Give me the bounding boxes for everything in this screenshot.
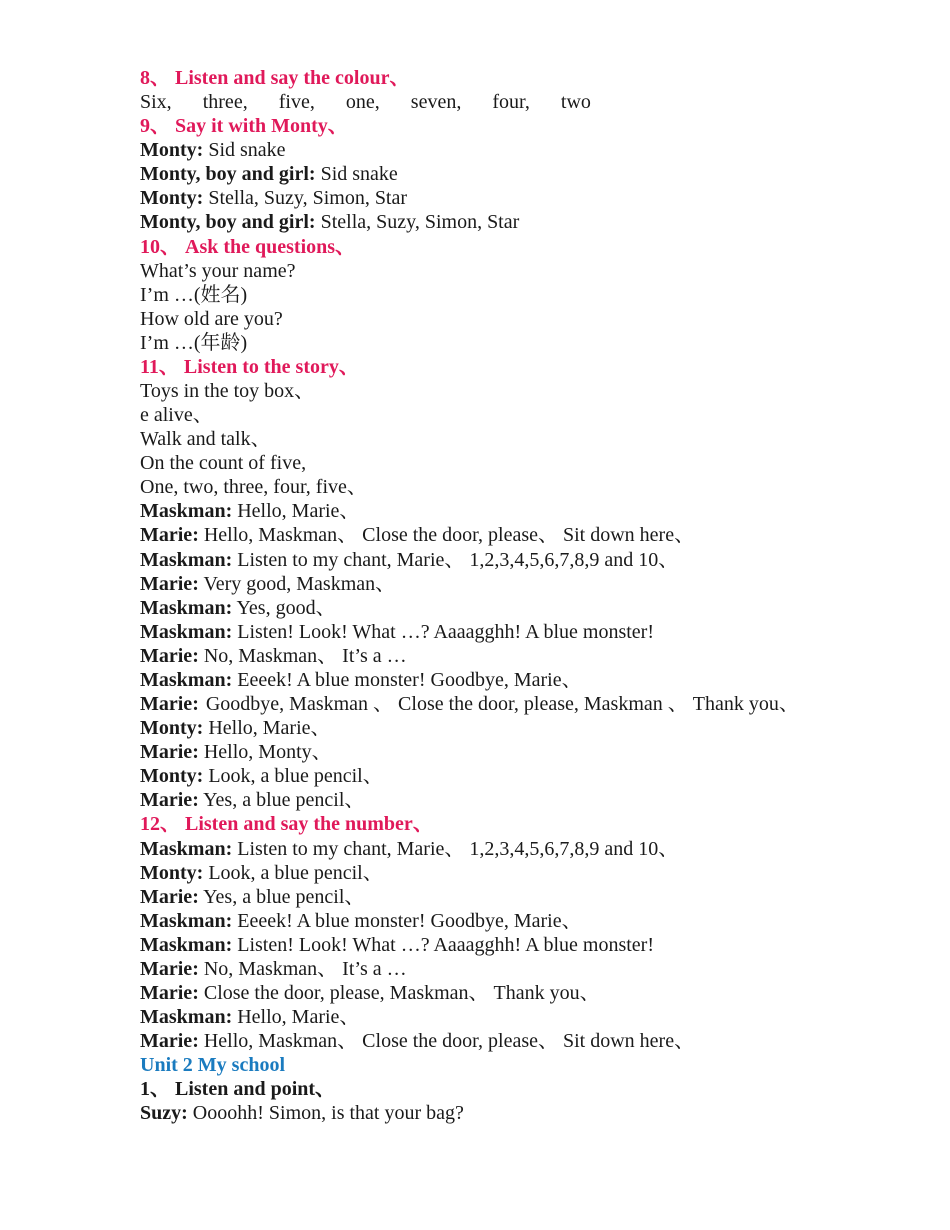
number-word: one, [345, 91, 380, 114]
dialogue-line [140, 764, 810, 788]
number-list [140, 90, 591, 114]
speaker: Marie: [140, 524, 199, 547]
line-text: Sid snake [315, 163, 398, 186]
line-text: Eeeek! A blue monster! Goodbye, Marie、 [232, 668, 582, 691]
dialogue-line [140, 138, 810, 162]
dialogue-line [140, 716, 810, 740]
dialogue-line [140, 861, 810, 885]
text-line: On the count of five, [140, 452, 307, 475]
unit-2-section-1-heading: 1、 Listen and point、 [140, 1078, 336, 1101]
speaker: Maskman: [140, 500, 233, 523]
text-line: I’m …(年龄) [140, 331, 248, 354]
speaker: Suzy: [140, 1102, 188, 1125]
document-page [140, 66, 810, 1125]
speaker: Maskman: [140, 668, 233, 691]
dialogue-line [140, 210, 810, 234]
line-text: Stella, Suzy, Simon, Star [315, 211, 520, 234]
speaker: Marie: [140, 741, 199, 764]
text-line: Toys in the toy box、 [140, 380, 315, 403]
text-line: e alive、 [140, 404, 213, 427]
line-text: Hello, Marie、 [203, 717, 331, 740]
line-text: Oooohh! Simon, is that your bag? [187, 1102, 464, 1125]
dialogue-line [140, 933, 810, 957]
line-text: Listen! Look! What …? Aaaagghh! A blue monster! [232, 933, 654, 956]
line-text: Yes, good、 [232, 596, 336, 619]
dialogue-line [140, 572, 810, 596]
dialogue-line [140, 668, 810, 692]
dialogue-line [140, 1029, 810, 1053]
section-9-heading: 9、 Say it with Monty、 [140, 115, 348, 138]
line-text: Stella, Suzy, Simon, Star [203, 187, 408, 210]
speaker: Monty: [140, 139, 204, 162]
speaker: Monty: [140, 861, 204, 884]
section-10-heading: 10、 Ask the questions、 [140, 235, 356, 258]
dialogue-line [140, 957, 810, 981]
line-text: Listen to my chant, Marie、 1,2,3,4,5,6,7,8,9 and 10、 [232, 548, 679, 571]
speaker: Marie: [140, 572, 199, 595]
number-word: two [560, 91, 591, 114]
number-word: three, [202, 91, 248, 114]
dialogue-line [140, 596, 810, 620]
dialogue-line [140, 885, 810, 909]
speaker: Monty, boy and girl: [140, 163, 316, 186]
speaker: Monty: [140, 187, 204, 210]
dialogue-line [140, 620, 810, 644]
dialogue-line [140, 162, 810, 186]
dialogue-line [140, 186, 810, 210]
speaker: Monty: [140, 765, 204, 788]
line-text: Listen! Look! What …? Aaaagghh! A blue monster! [232, 620, 654, 643]
section-11-heading: 11、 Listen to the story、 [140, 355, 359, 378]
dialogue-line [140, 837, 810, 861]
unit-2-title: Unit 2 My school [140, 1054, 285, 1077]
speaker: Maskman: [140, 909, 233, 932]
speaker: Maskman: [140, 837, 233, 860]
line-text: Close the door, please, Maskman、 Thank you、 [198, 981, 600, 1004]
number-word: seven, [410, 91, 462, 114]
speaker: Maskman: [140, 1006, 233, 1029]
line-text: Look, a blue pencil、 [203, 765, 383, 788]
speaker: Marie: [140, 957, 199, 980]
line-text: Hello, Monty、 [198, 741, 332, 764]
text-line: How old are you? [140, 307, 283, 330]
number-word: four, [492, 91, 530, 114]
speaker: Marie: [140, 1030, 199, 1053]
line-text: Look, a blue pencil、 [203, 861, 383, 884]
line-text: Very good, Maskman、 [198, 572, 396, 595]
dialogue-line [140, 788, 810, 812]
dialogue-line [140, 909, 810, 933]
line-text: Hello, Marie、 [232, 1006, 360, 1029]
number-word: Six, [140, 91, 172, 114]
line-text: Listen to my chant, Marie、 1,2,3,4,5,6,7,8,9 and 10、 [232, 837, 679, 860]
line-text: Sid snake [203, 139, 286, 162]
line-text: Yes, a blue pencil、 [198, 885, 365, 908]
line-text: Hello, Maskman、 Close the door, please、 Sit down here、 [198, 524, 695, 547]
dialogue-line [140, 1101, 810, 1125]
section-12-heading: 12、 Listen and say the number、 [140, 813, 433, 836]
dialogue-line [140, 981, 810, 1005]
line-text: Eeeek! A blue monster! Goodbye, Marie、 [232, 909, 582, 932]
speaker: Marie: [140, 644, 199, 667]
speaker: Marie: [140, 789, 199, 812]
speaker: Monty, boy and girl: [140, 211, 316, 234]
line-text: Yes, a blue pencil、 [198, 789, 365, 812]
dialogue-line [140, 644, 810, 668]
text-line: I’m …(姓名) [140, 283, 248, 306]
dialogue-line [140, 499, 810, 523]
speaker: Maskman: [140, 596, 233, 619]
speaker: Marie: [140, 885, 199, 908]
dialogue-line [140, 1005, 810, 1029]
text-line: One, two, three, four, five、 [140, 476, 367, 499]
line-text: No, Maskman、 It’s a … [198, 644, 407, 667]
text-line: Walk and talk、 [140, 428, 271, 451]
dialogue-line-wrapped [140, 692, 810, 716]
speaker: Maskman: [140, 620, 233, 643]
number-word: five, [278, 91, 315, 114]
dialogue-line [140, 740, 810, 764]
line-text: Goodbye, Maskman 、 Close the door, please, Maskman 、 Thank you、 [205, 693, 799, 716]
section-8-heading: 8、 Listen and say the colour、 [140, 67, 410, 89]
speaker: Maskman: [140, 933, 233, 956]
line-text: No, Maskman、 It’s a … [198, 957, 407, 980]
text-line: What’s your name? [140, 259, 296, 282]
dialogue-line [140, 523, 810, 547]
speaker: Marie: [140, 693, 199, 716]
speaker: Monty: [140, 717, 204, 740]
dialogue-line [140, 548, 810, 572]
line-text: Hello, Marie、 [232, 500, 360, 523]
speaker: Marie: [140, 981, 199, 1004]
speaker: Maskman: [140, 548, 233, 571]
line-text: Hello, Maskman、 Close the door, please、 Sit down here、 [198, 1030, 695, 1053]
